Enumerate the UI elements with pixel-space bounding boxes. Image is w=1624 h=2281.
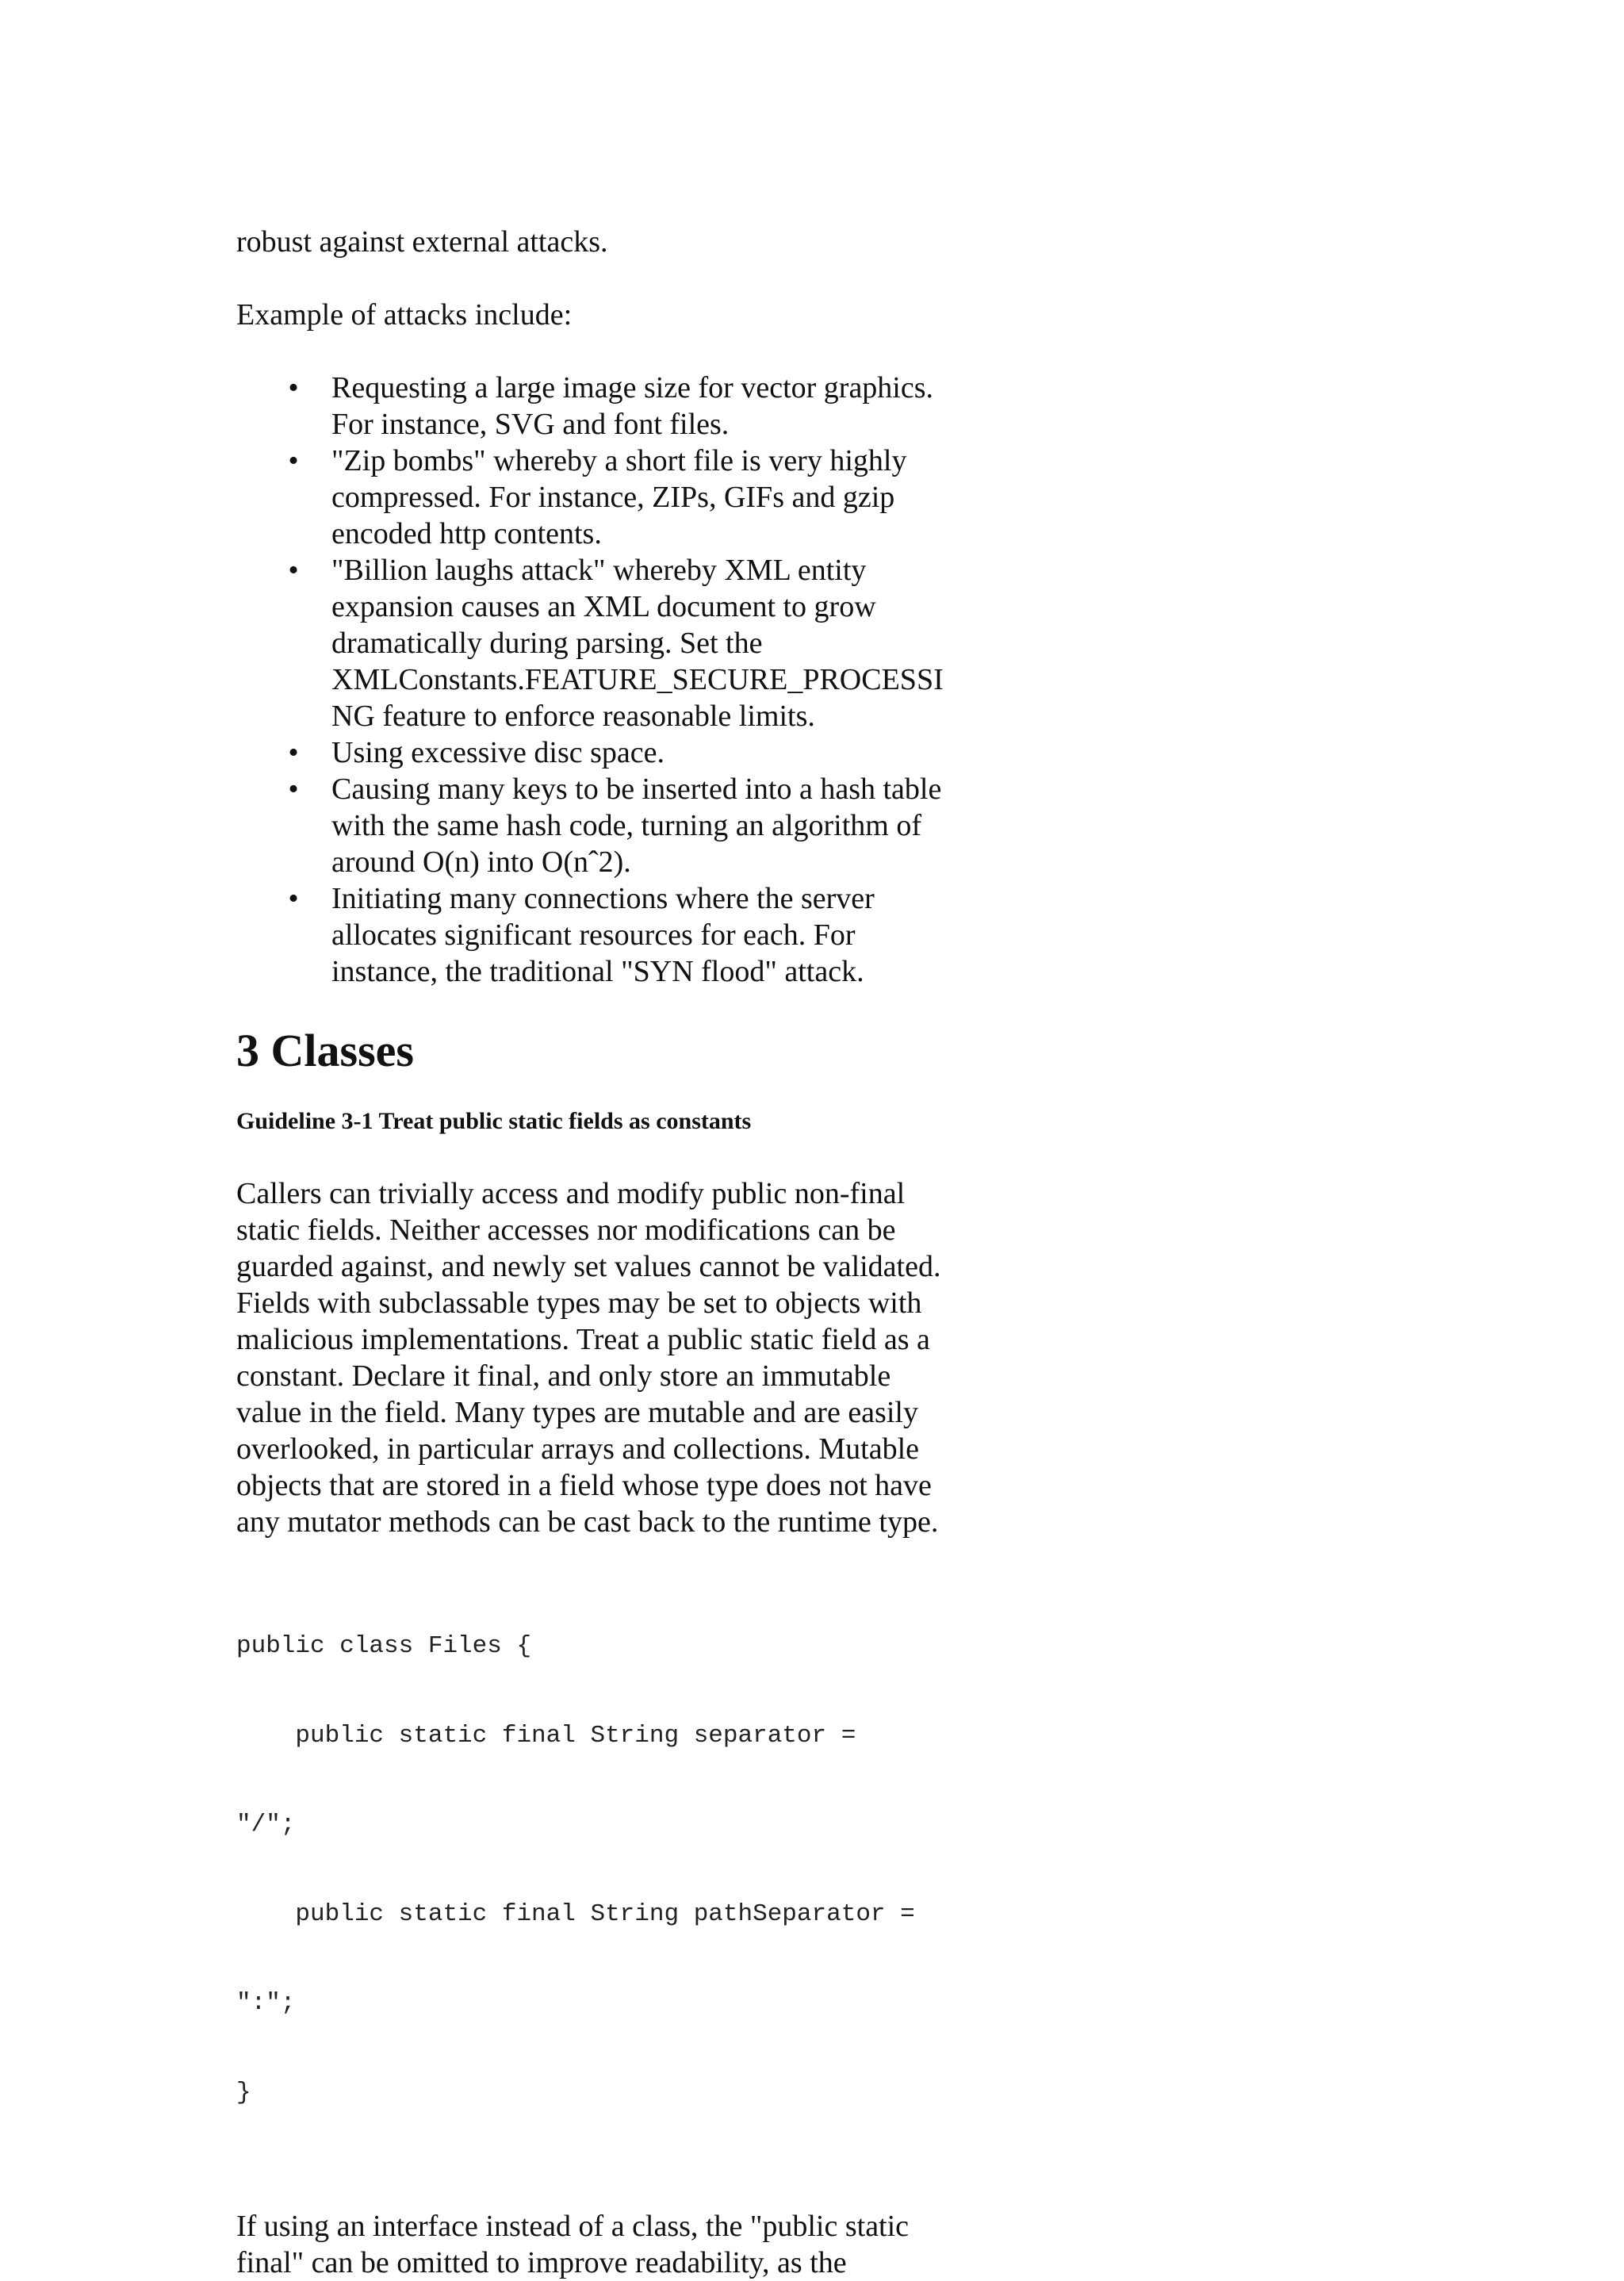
text-line: static fields. Neither accesses nor modifications can be	[236, 1213, 896, 1247]
code-line: }	[236, 2078, 251, 2107]
bullet-line: NG feature to enforce reasonable limits.	[331, 700, 815, 733]
section-heading: 3 Classes	[236, 1025, 414, 1076]
bullet-icon: •	[288, 772, 299, 806]
code-line: "/";	[236, 1811, 296, 1838]
paragraph-interface-note	[236, 2208, 990, 2281]
guideline-heading: Guideline 3-1 Treat public static fields as constants	[236, 1108, 752, 1134]
text-line: value in the field. Many types are mutable and are easily	[236, 1396, 918, 1429]
bullet-line: instance, the traditional "SYN flood" attack.	[331, 955, 864, 988]
document-content	[236, 224, 990, 2281]
code-line: public static final String pathSeparator =	[236, 1900, 915, 1928]
bullet-line: Requesting a large image size for vector graphics.	[331, 371, 934, 404]
code-line: public static final String separator =	[236, 1721, 856, 1750]
list-item	[236, 443, 990, 552]
bullet-line: around O(n) into O(nˆ2).	[331, 845, 631, 879]
list-item	[236, 771, 990, 880]
bullet-line: Initiating many connections where the server	[331, 882, 875, 915]
bullet-line: allocates significant resources for each. For	[331, 918, 856, 952]
text-line: constant. Declare it final, and only store an immutable	[236, 1359, 891, 1393]
list-item	[236, 552, 990, 734]
bullet-line: Causing many keys to be inserted into a hash table	[331, 772, 942, 806]
text-line: Fields with subclassable types may be set to objects with	[236, 1286, 922, 1320]
paragraph-intro: robust against external attacks.	[236, 225, 608, 259]
list-item	[236, 880, 990, 990]
bullet-line: compressed. For instance, ZIPs, GIFs and gzip	[331, 481, 895, 514]
bullet-icon: •	[288, 444, 299, 477]
bullet-icon: •	[288, 882, 299, 915]
code-block	[236, 1572, 990, 2167]
text-line: Callers can trivially access and modify public non-final	[236, 1177, 906, 1210]
bullet-line: dramatically during parsing. Set the	[331, 627, 763, 660]
text-line: If using an interface instead of a class, the "public static	[236, 2210, 910, 2243]
paragraph-attacks-intro: Example of attacks include:	[236, 298, 573, 332]
attacks-bullet-list	[236, 370, 990, 990]
text-line: overlooked, in particular arrays and collections. Mutable	[236, 1432, 920, 1466]
text-line: objects that are stored in a field whose type does not have	[236, 1469, 932, 1502]
text-line: guarded against, and newly set values cannot be validated.	[236, 1250, 941, 1283]
list-item	[236, 734, 990, 771]
bullet-icon: •	[288, 371, 299, 404]
bullet-line: "Billion laughs attack" whereby XML entity	[331, 554, 867, 587]
bullet-line: with the same hash code, turning an algorithm of	[331, 809, 921, 842]
list-item	[236, 370, 990, 443]
bullet-icon: •	[288, 554, 299, 587]
text-line: final" can be omitted to improve readability, as the	[236, 2246, 847, 2279]
code-line: ":";	[236, 1989, 296, 2017]
bullet-line: expansion causes an XML document to grow	[331, 590, 876, 623]
code-line: public class Files {	[236, 1632, 532, 1660]
text-line: malicious implementations. Treat a public static field as a	[236, 1323, 930, 1356]
bullet-line: For instance, SVG and font files.	[331, 408, 730, 441]
bullet-line: XMLConstants.FEATURE_SECURE_PROCESSI	[331, 663, 944, 696]
bullet-line: encoded http contents.	[331, 517, 602, 550]
bullet-icon: •	[288, 736, 299, 769]
bullet-line: Using excessive disc space.	[331, 736, 665, 769]
text-line: any mutator methods can be cast back to the runtime type.	[236, 1505, 939, 1539]
paragraph-guideline-body	[236, 1175, 990, 1540]
bullet-line: "Zip bombs" whereby a short file is very highly	[331, 444, 907, 477]
